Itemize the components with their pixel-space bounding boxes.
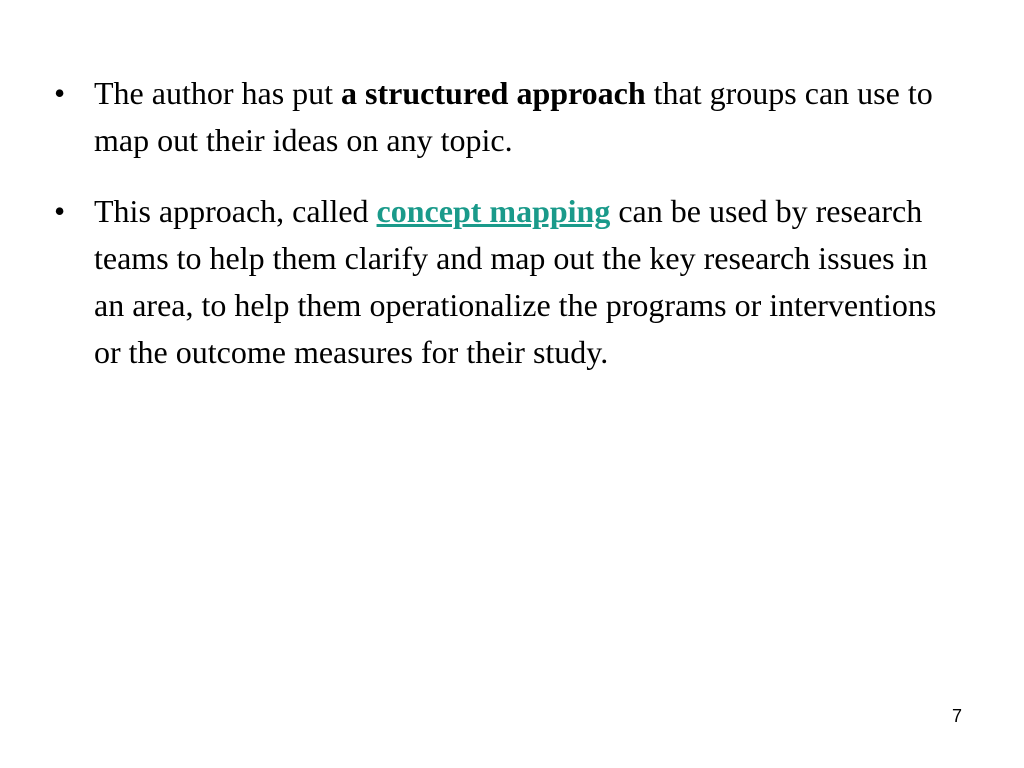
- concept-mapping-link[interactable]: concept mapping: [376, 193, 611, 229]
- bullet-text: can be used by research teams to help them clarify and map out the key research issues in an area, to help them operationalize the programs or interventions or the outcome measures for their study.: [94, 193, 937, 370]
- bullet-marker: •: [54, 193, 66, 229]
- page-number: 7: [951, 706, 962, 726]
- bullet-text: that groups can use to map out their ideas on any topic.: [94, 75, 933, 158]
- bullet-marker: •: [54, 75, 66, 111]
- bold-phrase: a structured approach: [341, 75, 646, 111]
- bullet-list: [54, 70, 954, 400]
- bullet-text: This approach, called: [94, 193, 377, 229]
- bullet-text: The author has put: [94, 75, 342, 111]
- bullet-item: [54, 188, 954, 376]
- bullet-item: [54, 70, 954, 164]
